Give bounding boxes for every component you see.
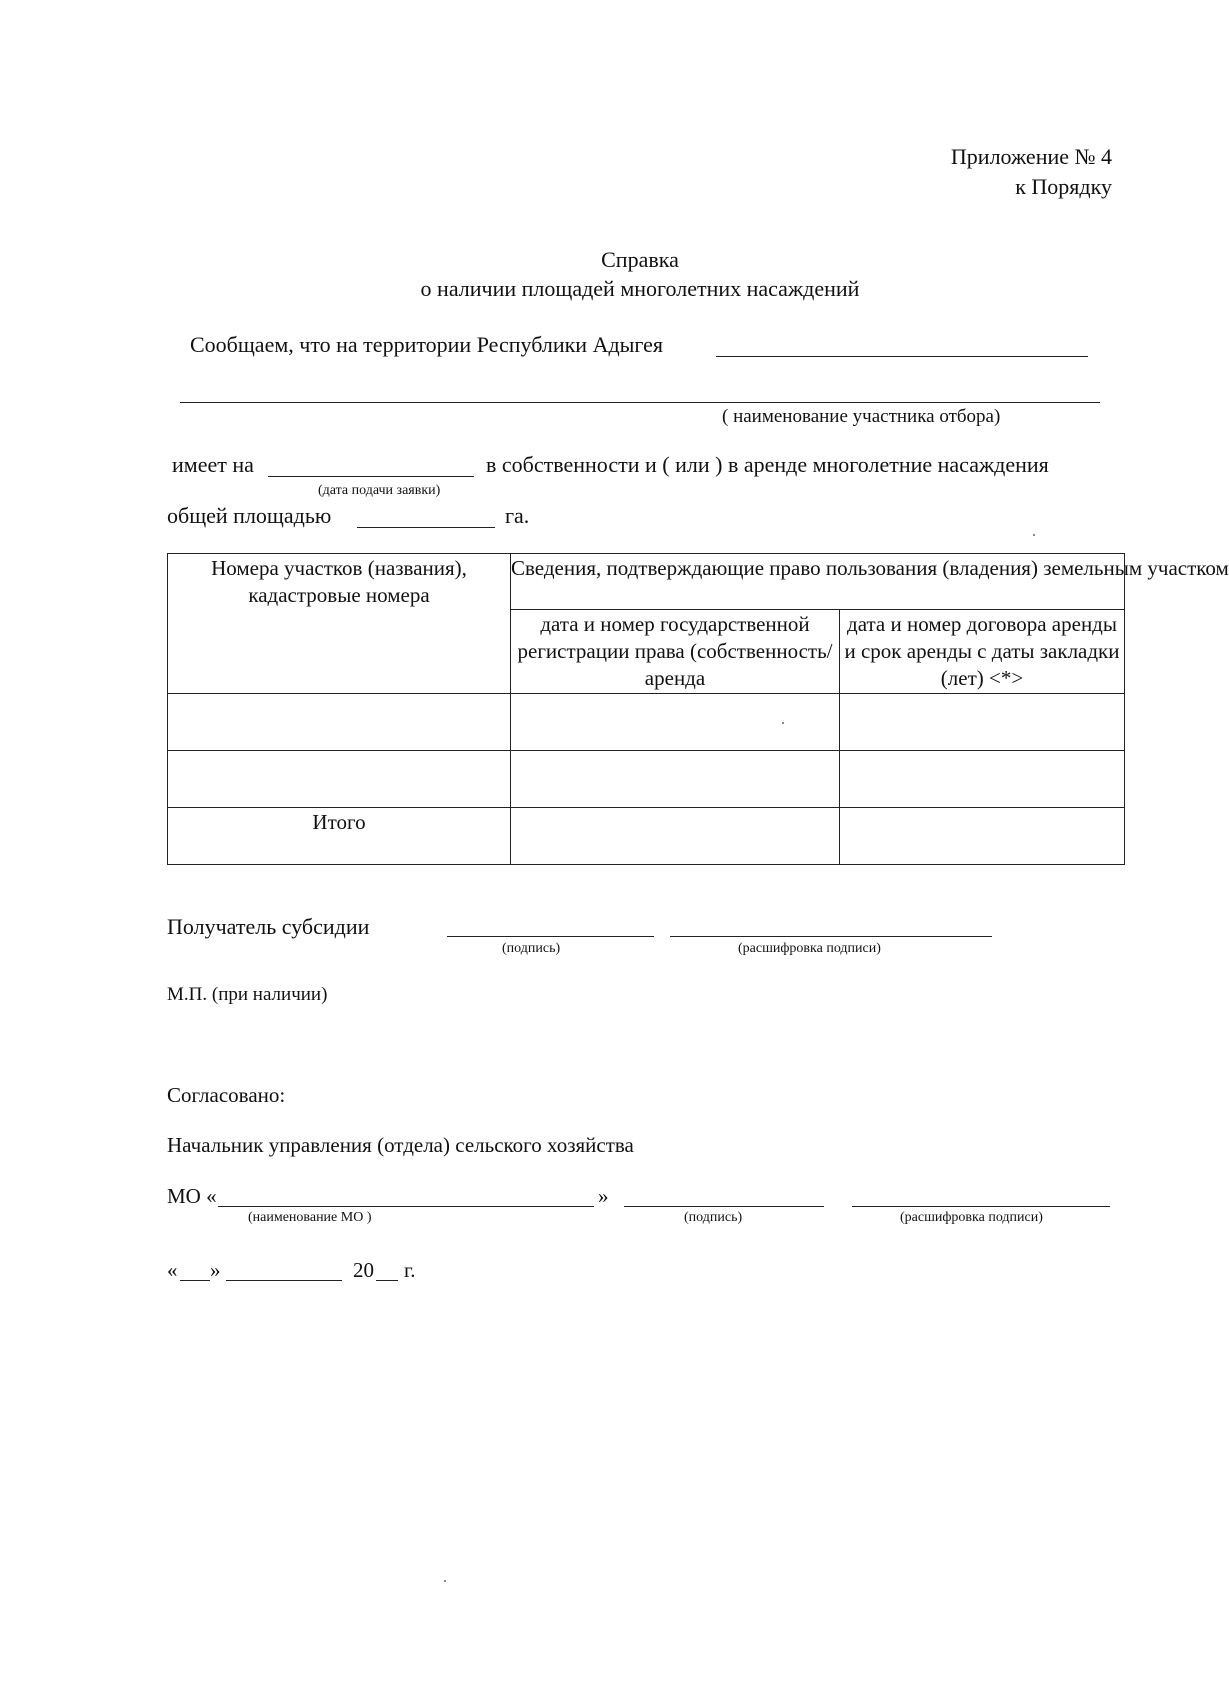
date-close-quote: » xyxy=(210,1258,221,1282)
table-header-row xyxy=(168,554,1125,610)
document-title: Справка xyxy=(601,247,679,272)
scan-speck xyxy=(444,1580,446,1582)
date-caption: (дата подачи заявки) xyxy=(318,483,441,498)
mo-name-line[interactable] xyxy=(218,1206,594,1207)
table-cell[interactable] xyxy=(511,694,840,751)
total-label: Итого xyxy=(168,808,511,865)
recipient-signature-line[interactable] xyxy=(447,936,654,937)
area-value-line[interactable] xyxy=(357,527,495,528)
table-total-row xyxy=(168,808,1125,865)
table-cell[interactable] xyxy=(840,808,1125,865)
plots-table xyxy=(167,553,1229,865)
year-suffix: г. xyxy=(404,1258,416,1282)
document-subtitle: о наличии площадей многолетних насаждений xyxy=(420,276,860,301)
table-cell[interactable] xyxy=(168,751,511,808)
has-on-label: имеет на xyxy=(172,452,254,477)
table-cell[interactable] xyxy=(511,808,840,865)
year-prefix: 20 xyxy=(353,1258,374,1282)
rights-group-header: Сведения, подтверждающие право пользования (владения) земельным участком xyxy=(511,554,1125,610)
month-line[interactable] xyxy=(226,1280,342,1281)
year-line[interactable] xyxy=(376,1280,398,1281)
table-cell[interactable] xyxy=(511,751,840,808)
recipient-decoding-line[interactable] xyxy=(670,936,992,937)
recipient-decoding-caption: (расшифровка подписи) xyxy=(738,941,881,956)
application-date-line[interactable] xyxy=(268,476,474,477)
recipient-label: Получатель субсидии xyxy=(167,914,370,939)
area-unit: га. xyxy=(505,503,530,528)
participant-name-line[interactable] xyxy=(180,402,1100,403)
table-cell[interactable] xyxy=(840,694,1125,751)
mo-prefix: МО « xyxy=(167,1184,217,1208)
table-row xyxy=(168,694,1125,751)
lease-header: дата и номер договора аренды и срок аренды с даты закладки (лет) <*> xyxy=(840,610,1125,694)
plot-numbers-header: Номера участков (названия), кадастровые номера xyxy=(168,554,511,694)
table-cell[interactable] xyxy=(168,694,511,751)
date-open-quote: « xyxy=(167,1258,178,1282)
head-signature-caption: (подпись) xyxy=(684,1210,743,1225)
area-label: общей площадью xyxy=(167,503,332,528)
table-cell[interactable] xyxy=(840,751,1125,808)
head-decoding-caption: (расшифровка подписи) xyxy=(900,1210,1043,1225)
scan-speck xyxy=(782,722,784,724)
ownership-text: в собственности и ( или ) в аренде многолетние насаждения xyxy=(486,452,1049,477)
appendix-reference: к Порядку xyxy=(1015,174,1112,199)
stamp-label: М.П. (при наличии) xyxy=(167,984,328,1005)
participant-caption: ( наименование участника отбора) xyxy=(722,406,1001,427)
mo-caption: (наименование МО ) xyxy=(248,1210,372,1225)
head-title: Начальник управления (отдела) сельского хозяйства xyxy=(167,1133,634,1157)
scan-speck xyxy=(1033,534,1035,536)
appendix-number: Приложение № 4 xyxy=(950,144,1112,169)
recipient-signature-caption: (подпись) xyxy=(502,941,561,956)
report-text: Сообщаем, что на территории Республики Адыгея xyxy=(190,332,664,357)
head-decoding-line[interactable] xyxy=(852,1206,1110,1207)
registration-header: дата и номер государственной регистрации права (собственность/аренда xyxy=(511,610,840,694)
head-signature-line[interactable] xyxy=(624,1206,824,1207)
agreed-label: Согласовано: xyxy=(167,1083,286,1107)
region-blank-line[interactable] xyxy=(716,356,1088,357)
day-line[interactable] xyxy=(180,1280,210,1281)
mo-suffix: » xyxy=(598,1184,609,1208)
table-row xyxy=(168,751,1125,808)
